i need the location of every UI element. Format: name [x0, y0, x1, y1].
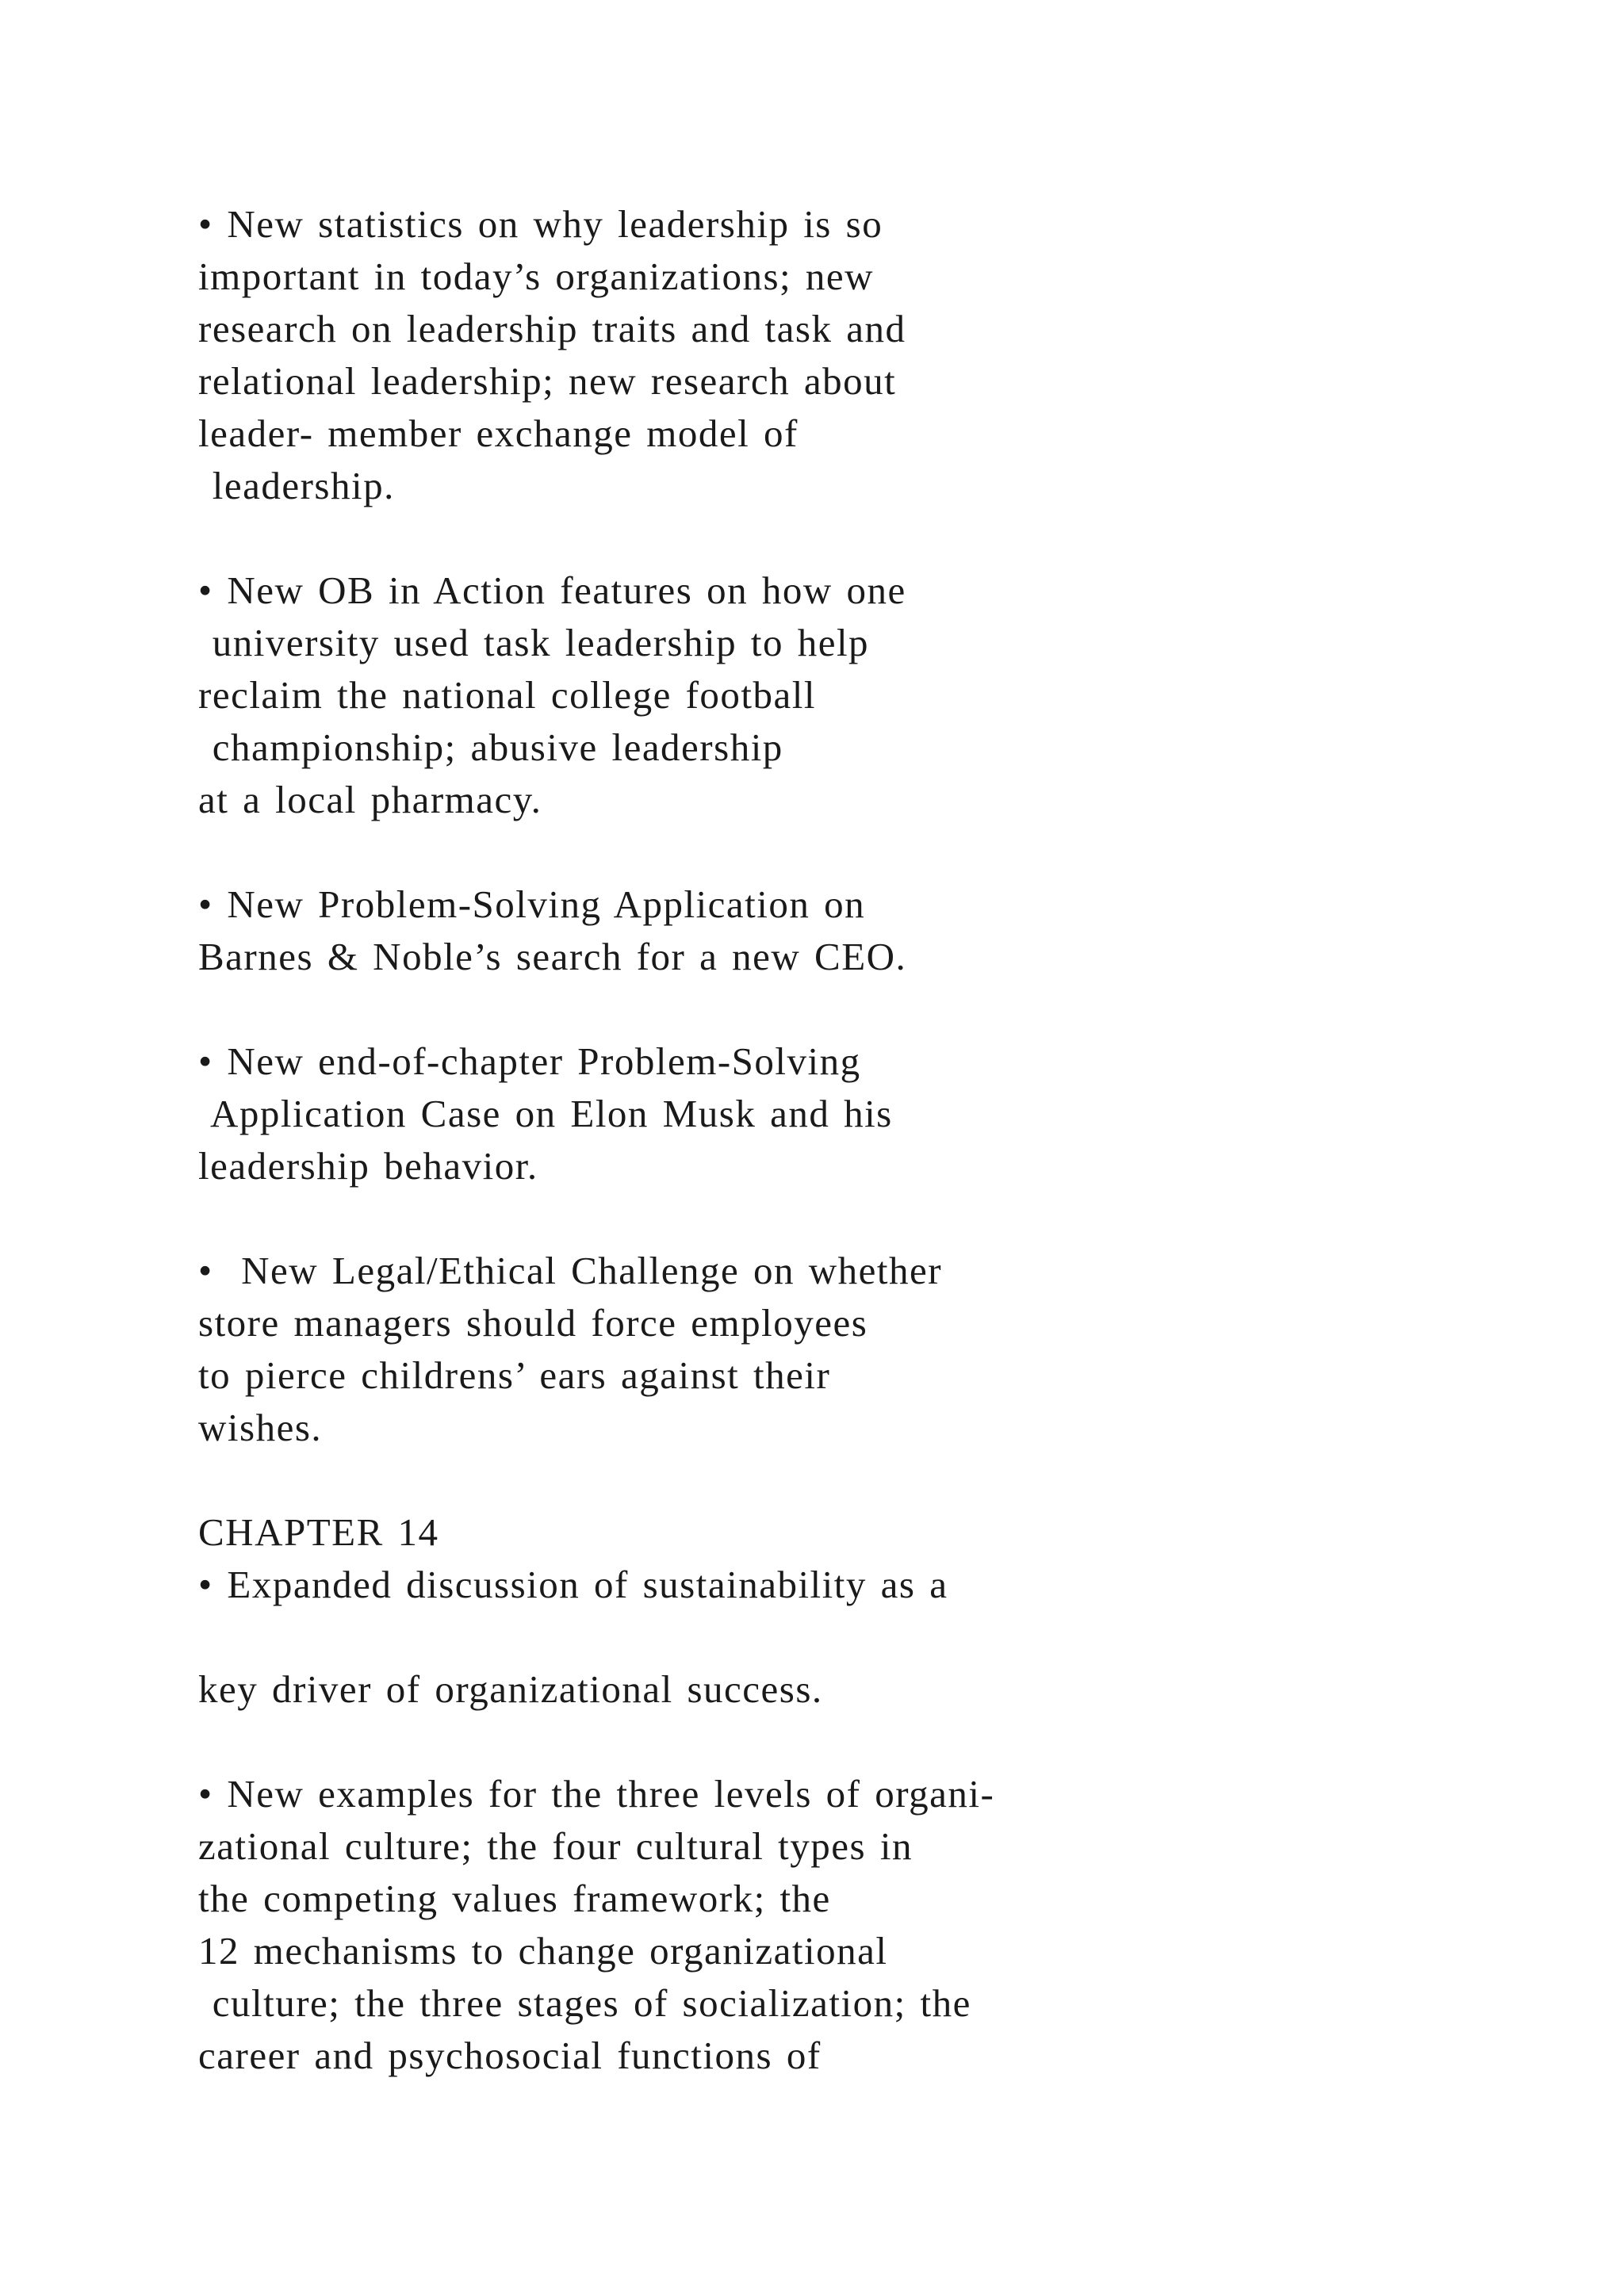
paragraph-gap	[198, 983, 1467, 1035]
text-line: culture; the three stages of socialization; the	[198, 1981, 971, 2025]
paragraph-gap	[198, 1716, 1467, 1768]
chapter-heading: CHAPTER 14	[198, 1510, 439, 1554]
paragraph-problem-solving-application	[198, 878, 1467, 983]
paragraph-gap	[198, 512, 1467, 564]
text-line: research on leadership traits and task and	[198, 307, 906, 350]
text-line: • New examples for the three levels of organi-	[198, 1772, 995, 1816]
paragraph-organizational-culture	[198, 1768, 1467, 2082]
text-line: • New Problem-Solving Application on	[198, 882, 866, 926]
text-line: 12 mechanisms to change organizational	[198, 1929, 888, 1973]
paragraph-gap	[198, 1192, 1467, 1245]
text-line: store managers should force employees	[198, 1301, 868, 1345]
paragraph-gap	[198, 826, 1467, 878]
text-line: championship; abusive leadership	[198, 725, 783, 769]
text-line: university used task leadership to help	[198, 621, 870, 664]
text-line: at a local pharmacy.	[198, 778, 542, 821]
text-line: Barnes & Noble’s search for a new CEO.	[198, 935, 907, 978]
text-line: Application Case on Elon Musk and his	[198, 1092, 893, 1135]
text-line: leadership behavior.	[198, 1144, 538, 1188]
text-line: relational leadership; new research about	[198, 359, 897, 403]
text-line: career and psychosocial functions of	[198, 2034, 822, 2077]
text-line: leader- member exchange model of	[198, 411, 799, 455]
text-line: important in today’s organizations; new	[198, 254, 875, 298]
paragraph-gap	[198, 1454, 1467, 1506]
text-line: key driver of organizational success.	[198, 1667, 823, 1711]
paragraph-leadership-statistics	[198, 198, 1467, 512]
text-line: leadership.	[198, 464, 395, 507]
text-line: • Expanded discussion of sustainability as a	[198, 1563, 948, 1606]
paragraph-ob-in-action	[198, 564, 1467, 826]
text-line: • New statistics on why leadership is so	[198, 202, 883, 246]
paragraph-sustainability-continued	[198, 1663, 1467, 1716]
paragraph-gap	[198, 1611, 1467, 1663]
text-line: wishes.	[198, 1406, 323, 1449]
paragraph-end-of-chapter-case	[198, 1035, 1467, 1192]
text-line: the competing values framework; the	[198, 1877, 831, 1920]
text-line: zational culture; the four cultural types in	[198, 1824, 913, 1868]
text-line: reclaim the national college football	[198, 673, 816, 717]
document-body	[198, 198, 1467, 2082]
paragraph-legal-ethical-challenge	[198, 1245, 1467, 1454]
text-line: • New OB in Action features on how one	[198, 568, 906, 612]
text-line: to pierce childrens’ ears against their	[198, 1353, 831, 1397]
text-line: • New end-of-chapter Problem-Solving	[198, 1039, 861, 1083]
text-line: • New Legal/Ethical Challenge on whether	[198, 1249, 943, 1292]
paragraph-chapter-14	[198, 1506, 1467, 1611]
